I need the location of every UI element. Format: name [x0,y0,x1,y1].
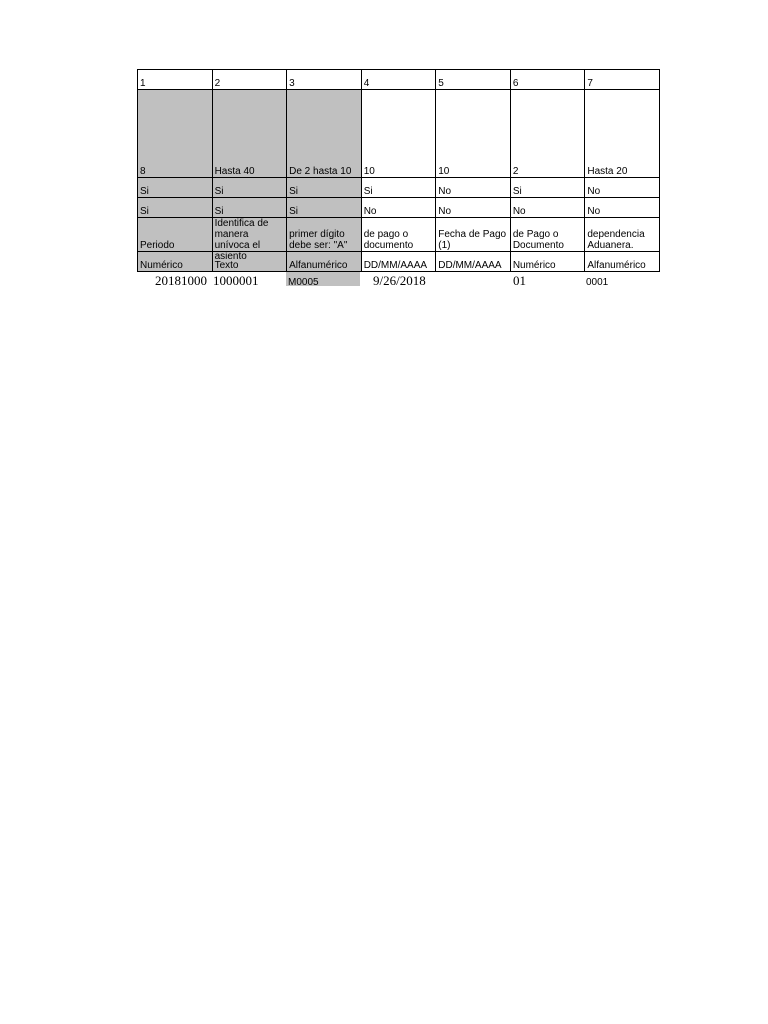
cell-flag: No [361,198,436,218]
field-spec-table [137,69,660,272]
description-row [138,218,660,252]
cell-flag: No [436,198,511,218]
column-number-row [138,70,660,90]
cell-type: Texto [212,252,287,272]
cell-description [287,218,362,252]
cell-length: 10 [436,90,511,178]
description-text: Identifica de manera unívoca el asiento [214,218,269,262]
cell-length: Hasta 20 [585,90,660,178]
cell-number: 4 [361,70,436,90]
cell-type: Numérico [510,252,585,272]
cell-flag: No [585,178,660,198]
cell-flag: Si [287,198,362,218]
cell-flag: No [510,198,585,218]
example-cuo: 1000001 [213,273,259,288]
length-row [138,90,660,178]
example-values-row [137,272,659,291]
cell-flag: Si [138,198,213,218]
cell-flag: Si [510,178,585,198]
example-fecha: 9/26/2018 [373,273,426,288]
description-text: de Pago o Documento [512,229,564,251]
required-row-a [138,178,660,198]
cell-flag: Si [361,178,436,198]
cell-description [361,218,436,252]
cell-flag: No [436,178,511,198]
description-text: Periodo [140,240,175,251]
description-text: primer dígito debe ser: "A" [289,229,348,251]
cell-description [510,218,585,252]
cell-number: 3 [287,70,362,90]
cell-number: 7 [585,70,660,90]
cell-description [585,218,660,252]
description-text: Fecha de Pago (1) [438,229,507,251]
cell-length: De 2 hasta 10 [287,90,362,178]
cell-number: 1 [138,70,213,90]
cell-type: DD/MM/AAAA [361,252,436,272]
description-text: de pago o documento [363,229,414,251]
cell-length: Hasta 40 [212,90,287,178]
cell-length: 2 [510,90,585,178]
example-periodo: 20181000 [155,273,207,288]
cell-type: Numérico [138,252,213,272]
cell-flag: Si [212,178,287,198]
example-correlativo: M0005 [288,277,319,288]
description-text: dependencia Aduanera. [587,229,645,251]
cell-description [138,218,213,252]
cell-type: Alfanumérico [585,252,660,272]
example-dependencia: 0001 [586,277,609,288]
cell-number: 2 [212,70,287,90]
cell-number: 5 [436,70,511,90]
required-row-b [138,198,660,218]
cell-flag: Si [212,198,287,218]
cell-flag: Si [287,178,362,198]
cell-type: Alfanumérico [287,252,362,272]
cell-type: DD/MM/AAAA [436,252,511,272]
spreadsheet-fragment [137,69,659,291]
example-tipo: 01 [513,273,526,288]
cell-length: 8 [138,90,213,178]
cell-description [436,218,511,252]
cell-flag: Si [138,178,213,198]
cell-description [212,218,287,262]
cell-length: 10 [361,90,436,178]
cell-flag: No [585,198,660,218]
cell-number: 6 [510,70,585,90]
